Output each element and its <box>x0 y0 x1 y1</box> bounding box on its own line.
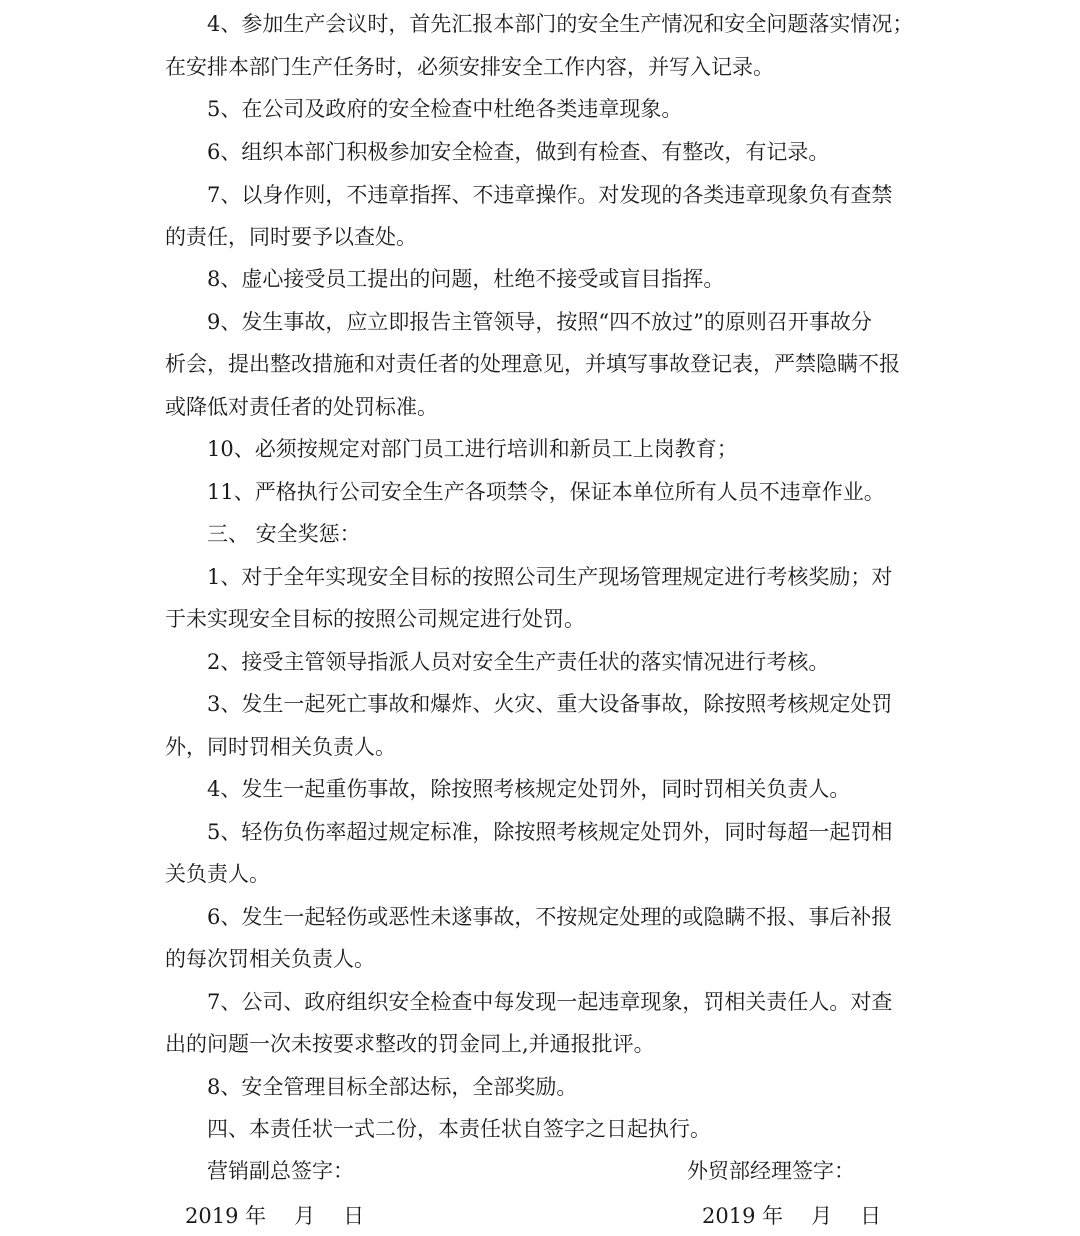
date-month: 月 <box>294 1204 316 1228</box>
paragraph-line: 7、以身作则，不违章指挥、不违章操作。对发现的各类违章现象负有查禁 <box>207 183 893 207</box>
date-month: 月 <box>811 1204 833 1228</box>
date-day: 日 <box>343 1204 365 1228</box>
paragraph-line: 9、发生事故，应立即报告主管领导，按照“四不放过”的原则召开事故分 <box>207 310 872 334</box>
paragraph-line: 10、必须按规定对部门员工进行培训和新员工上岗教育； <box>207 437 738 461</box>
paragraph-line: 关负责人。 <box>165 862 270 886</box>
paragraph-line: 3、发生一起死亡事故和爆炸、火灾、重大设备事故，除按照考核规定处罚 <box>207 692 893 716</box>
paragraph-line: 四、本责任状一式二份，本责任状自签字之日起执行。 <box>207 1117 711 1141</box>
sales-vp-signature-label: 营销副总签字： <box>207 1159 354 1183</box>
foreign-trade-manager-signature-label: 外贸部经理签字： <box>687 1159 855 1183</box>
paragraph-line: 5、轻伤负伤率超过规定标准，除按照考核规定处罚外，同时每超一起罚相 <box>207 820 893 844</box>
paragraph-line: 于未实现安全目标的按照公司规定进行处罚。 <box>165 607 585 631</box>
paragraph-line: 11、严格执行公司安全生产各项禁令，保证本单位所有人员不违章作业。 <box>207 480 885 504</box>
paragraph-line: 析会，提出整改措施和对责任者的处理意见，并填写事故登记表，严禁隐瞒不报 <box>165 352 900 376</box>
paragraph-line: 2、接受主管领导指派人员对安全生产责任状的落实情况进行考核。 <box>207 650 830 674</box>
paragraph-line: 7、公司、政府组织安全检查中每发现一起违章现象，罚相关责任人。对查 <box>207 990 893 1014</box>
paragraph-line: 外，同时罚相关负责人。 <box>165 735 396 759</box>
paragraph-line: 4、发生一起重伤事故，除按照考核规定处罚外，同时罚相关负责人。 <box>207 777 851 801</box>
paragraph-line: 1、对于全年实现安全目标的按照公司生产现场管理规定进行考核奖励；对 <box>207 565 893 589</box>
paragraph-line: 的责任，同时要予以查处。 <box>165 225 417 249</box>
right-signature-date <box>702 1202 881 1230</box>
date-day: 日 <box>860 1204 882 1228</box>
paragraph-line: 的每次罚相关负责人。 <box>165 947 375 971</box>
paragraph-line: 8、虚心接受员工提出的问题，杜绝不接受或盲目指挥。 <box>207 267 725 291</box>
paragraph-line: 或降低对责任者的处罚标准。 <box>165 395 438 419</box>
paragraph-line: 8、安全管理目标全部达标，全部奖励。 <box>207 1075 578 1099</box>
paragraph-line: 出的问题一次未按要求整改的罚金同上,并通报批评。 <box>165 1032 655 1056</box>
paragraph-line: 5、在公司及政府的安全检查中杜绝各类违章现象。 <box>207 97 683 121</box>
date-year: 2019 年 <box>702 1204 784 1228</box>
left-signature-date <box>185 1202 364 1230</box>
paragraph-line: 在安排本部门生产任务时，必须安排安全工作内容，并写入记录。 <box>165 55 774 79</box>
date-year: 2019 年 <box>185 1204 267 1228</box>
paragraph-line: 6、组织本部门积极参加安全检查，做到有检查、有整改，有记录。 <box>207 140 830 164</box>
paragraph-line: 6、发生一起轻伤或恶性未遂事故，不按规定处理的或隐瞒不报、事后补报 <box>207 905 893 929</box>
paragraph-line: 4、参加生产会议时，首先汇报本部门的安全生产情况和安全问题落实情况； <box>207 12 914 36</box>
section-heading: 三、 安全奖惩： <box>207 522 361 546</box>
